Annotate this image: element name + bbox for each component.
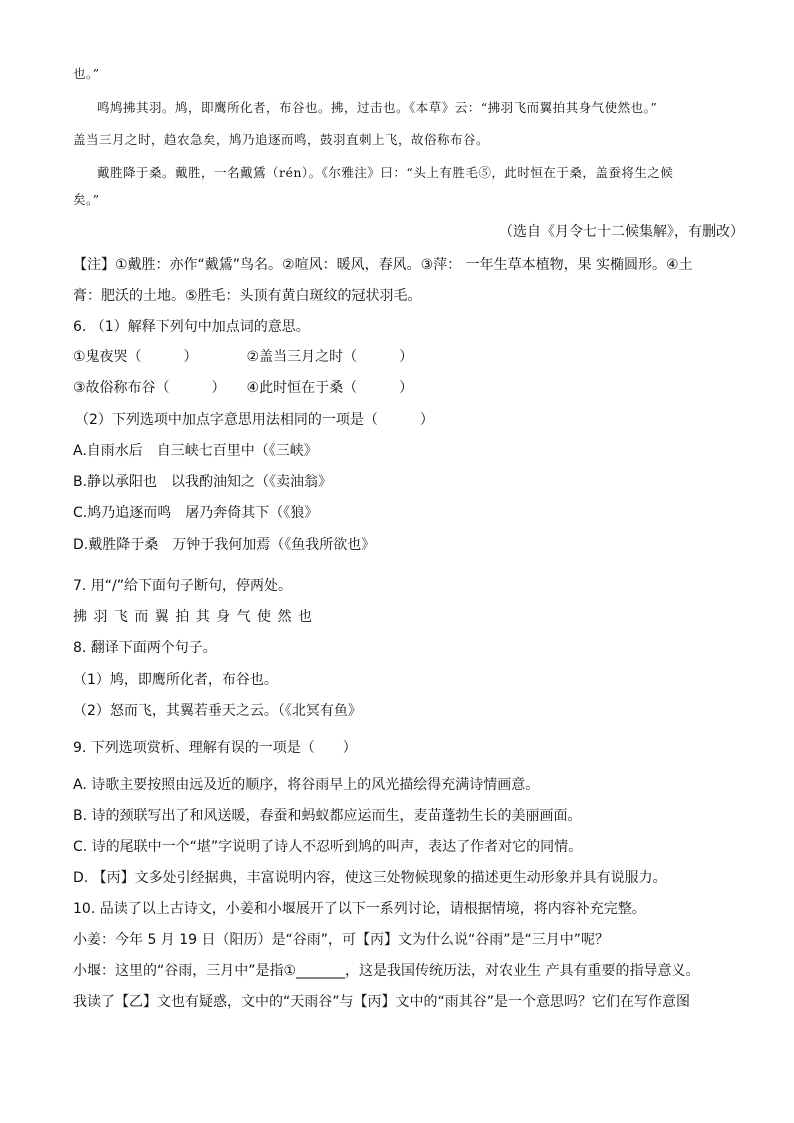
notes-line: 【注】①戴胜：亦作“戴鵀”鸟名。②喧风：暖风，春风。③萍： 一年生草本植物，果 实椭圆形。④土	[73, 257, 693, 273]
question-8-sentence-2: （2）怒而飞，其翼若垂天之云。（《北冥有鱼》	[73, 703, 362, 719]
question-6-row: ①鬼夜哭（ ） ②盖当三月之时（ ）	[73, 349, 414, 365]
passage-source: （选自《月令七十二候集解》，有删改）	[499, 224, 744, 240]
passage-line: 矣。”	[73, 192, 100, 207]
notes-line: 膏：肥沃的土地。⑤胜毛：头顶有黄白斑纹的冠状羽毛。	[73, 288, 422, 304]
question-6-option-b: B.静以承阳也 以我酌油知之（《卖油翁》	[73, 474, 333, 490]
question-9-option-a: A. 诗歌主要按照由远及近的顺序，将谷雨早上的风光描绘得充满诗情画意。	[73, 777, 540, 793]
passage-line: 鸣鸠拂其羽。鸠，即鹰所化者，布谷也。拂，过击也。《本草》云：“拂羽飞而翼拍其身气使然也。”	[97, 100, 658, 115]
question-6-option-a: A.自雨水后 自三峡七百里中（《三峡》	[73, 443, 318, 459]
question-6-part2: （2）下列选项中加点字意思用法相同的一项是（ ）	[75, 412, 434, 428]
question-6-option-c: C.鸠乃追逐而鸣 屠乃奔倚其下（《狼》	[73, 505, 319, 521]
question-6-row: ③故俗称布谷（ ） ④此时恒在于桑（ ）	[73, 380, 414, 396]
question-10-line: 我读了【乙】文也有疑惑，文中的“天雨谷”与【丙】文中的“雨其谷”是一个意思吗？它们在写作意图	[73, 994, 691, 1010]
question-10-stem: 10. 品读了以上古诗文，小姜和小堰展开了以下一系列讨论，请根据情境，将内容补充完整。	[73, 901, 646, 917]
passage-line: 也。”	[73, 66, 100, 81]
question-9-option-b: B. 诗的颈联写出了和风送暖，春蚕和蚂蚁都应运而生，麦苗蓬勃生长的美丽画面。	[73, 808, 582, 824]
question-8-sentence-1: （1）鸠，即鹰所化者，布谷也。	[73, 672, 278, 688]
question-8-stem: 8. 翻译下面两个句子。	[73, 640, 217, 656]
question-6-option-d: D.戴胜降于桑 万钟于我何加焉（《鱼我所欲也》	[73, 537, 376, 553]
question-9-option-d: D. 【丙】文多处引经据典，丰富说明内容，使这三处物候现象的描述更生动形象并具有说服力。	[73, 870, 667, 886]
question-7-stem: 7. 用“/”给下面句子断句，停两处。	[73, 578, 293, 594]
question-6-stem: 6. （1）解释下列句中加点词的意思。	[73, 319, 310, 335]
question-9-option-c: C. 诗的尾联中一个“堪”字说明了诗人不忍听到鸠的叫声，表达了作者对它的同情。	[73, 839, 583, 855]
question-10-line: 小姜：今年 5 月 19 日（阳历）是“谷雨”，可【丙】文为什么说“谷雨”是“三月中”呢？	[73, 932, 610, 948]
question-10-line: 小堰：这里的“谷雨，三月中”是指①_______，这是我国传统历法，对农业生 产具有重要的指导意义。	[73, 963, 700, 979]
question-9-stem: 9. 下列选项赏析、理解有误的一项是（ ）	[73, 740, 357, 756]
passage-line: 盖当三月之时，趋农急矣，鸠乃追逐而鸣，鼓羽直刺上飞，故俗称布谷。	[73, 132, 490, 147]
question-7-sentence: 拂 羽 飞 而 翼 拍 其 身 气 使 然 也	[73, 609, 313, 625]
passage-line: 戴胜降于桑。戴胜，一名戴鵀（rén）。《尔雅注》曰：“头上有胜毛⑤，此时恒在于桑，盖蚕将生之候	[97, 165, 674, 180]
